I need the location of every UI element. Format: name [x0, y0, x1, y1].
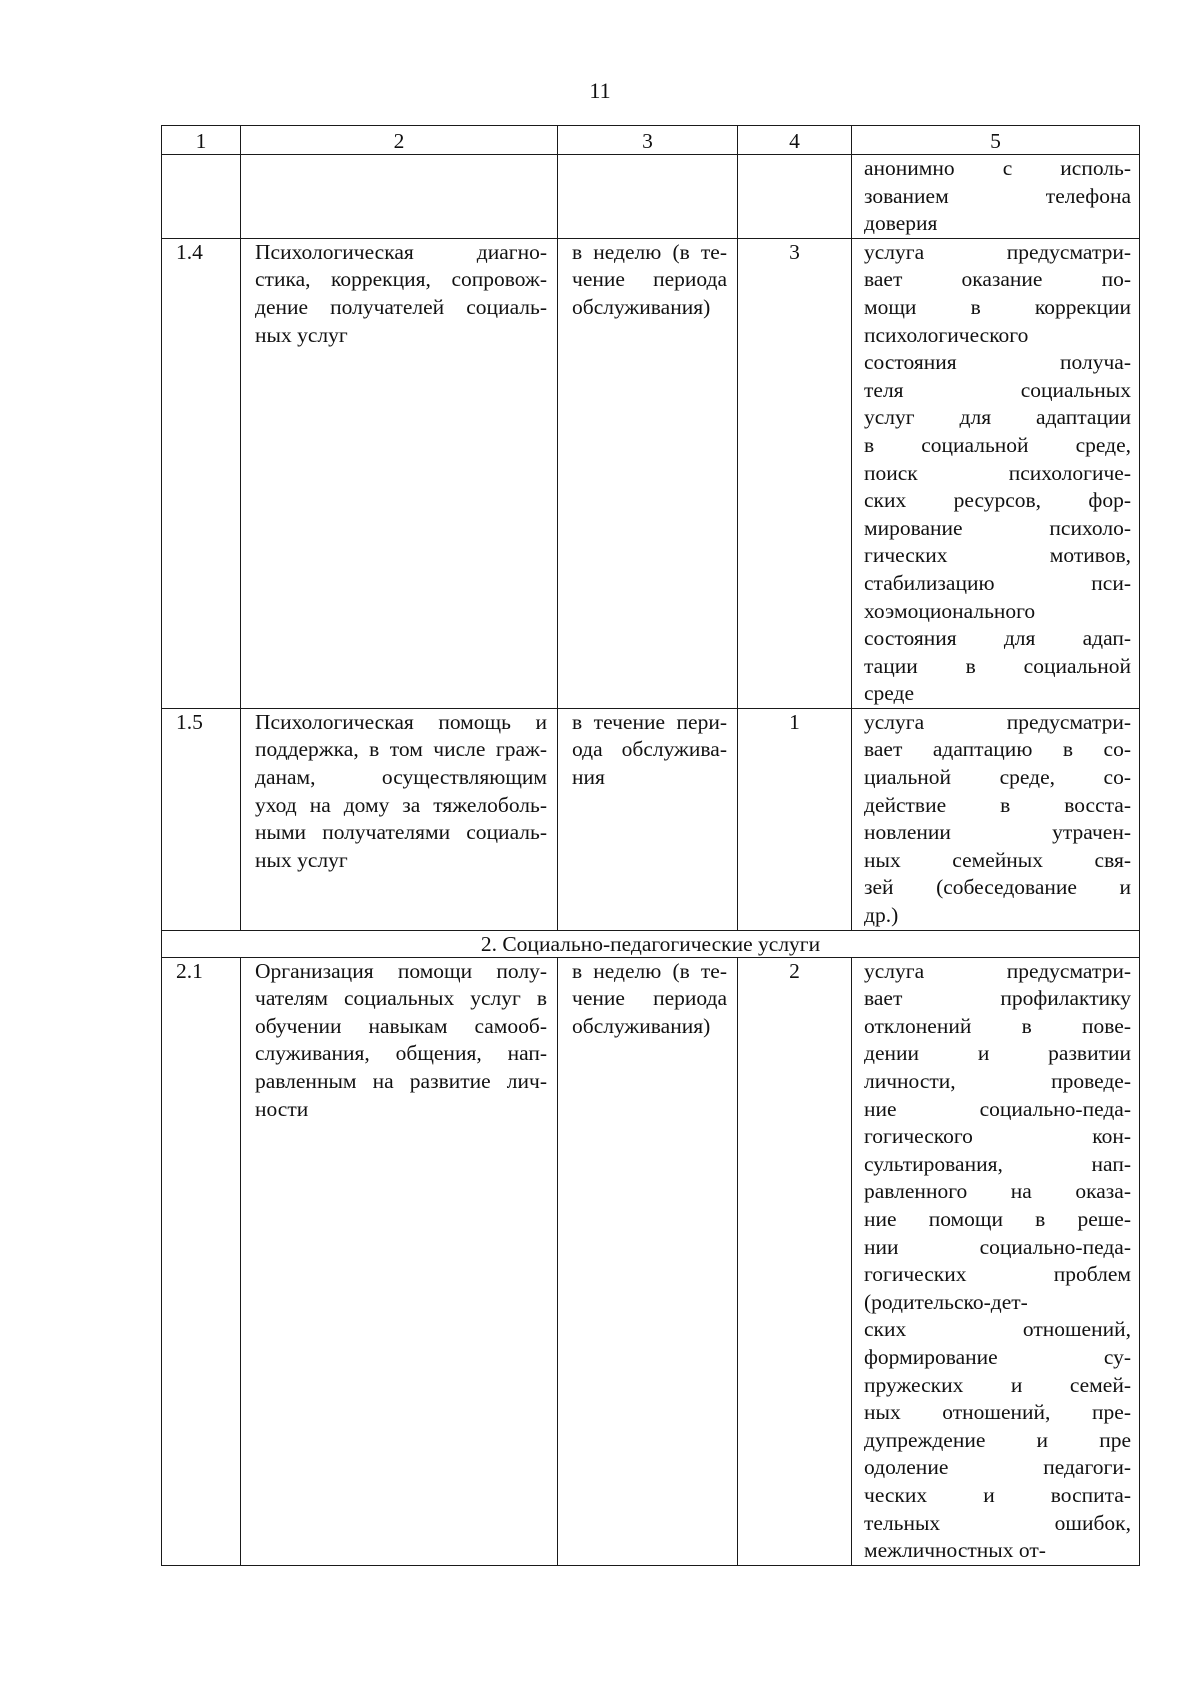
cell-text-line: теля социальных [864, 377, 1131, 402]
cell-text-line: ода обслужива- [572, 737, 727, 762]
cell-text-line: обучении навыкам самооб- [255, 1013, 547, 1038]
cell-text-line: чение периода [572, 267, 727, 292]
cell-text-line: дупреждение и пре [864, 1427, 1131, 1452]
cell-text-line: мирование психоло- [864, 515, 1131, 540]
page-number: 11 [589, 78, 611, 103]
cell-text-line: чение периода [572, 986, 727, 1011]
cell-text-line: вает оказание по- [864, 267, 1131, 292]
cell-text-line: психологического [864, 322, 1029, 347]
cell-text-line: равленного на оказа- [864, 1179, 1131, 1204]
cell-text-line: зованием телефона [864, 183, 1131, 208]
row-number: 2.1 [162, 957, 241, 1565]
service-name [241, 708, 558, 930]
cell-text-line: обслуживания) [572, 1013, 711, 1038]
service-description [852, 238, 1140, 708]
cell-text-line: обслуживания) [572, 294, 711, 319]
cell-text-line: тации в социальной [864, 653, 1131, 678]
cell-text-line: вает профилактику [864, 986, 1131, 1011]
cell-text-line: тельных ошибок, [864, 1510, 1131, 1535]
cell-text-line: поиск психологиче- [864, 460, 1131, 485]
cell-text-line: чателям социальных услуг в [255, 986, 547, 1011]
cell-text-line: в неделю (в те- [572, 958, 727, 983]
section-body [162, 930, 1140, 1565]
cell-text-line: поддержка, в том числе граж- [255, 737, 547, 762]
cell-text-line: стабилизацию пси- [864, 570, 1131, 595]
cell-text-line: уход на дому за тяжелоболь- [255, 792, 547, 817]
service-description [852, 957, 1140, 1565]
table-row [162, 238, 1140, 708]
cell-text-line: гогического кон- [864, 1124, 1131, 1149]
cell-text-line: действие в восста- [864, 792, 1131, 817]
column-header: 5 [852, 126, 1140, 155]
cell-text-line: Психологическая диагно- [255, 239, 547, 264]
cell-text-line: в течение пери- [572, 709, 727, 734]
service-name [241, 238, 558, 708]
cell-text-line: ских отношений, [864, 1317, 1131, 1342]
service-period [558, 155, 738, 239]
cell-text-line: в социальной среде, [864, 432, 1131, 457]
cell-text-line: услуг для адаптации [864, 405, 1131, 430]
cell-text-line: гических мотивов, [864, 543, 1131, 568]
cell-text-line: отклонений в пове- [864, 1013, 1131, 1038]
column-header: 3 [558, 126, 738, 155]
cell-text-line: Психологическая помощь и [255, 709, 547, 734]
cell-text-line: зей (собеседование и [864, 875, 1131, 900]
cell-text-line: циальной среде, со- [864, 765, 1131, 790]
service-name [241, 155, 558, 239]
service-period [558, 238, 738, 708]
service-quantity [738, 155, 852, 239]
service-description [852, 708, 1140, 930]
column-header: 2 [241, 126, 558, 155]
cell-text-line: доверия [864, 211, 938, 236]
cell-text-line: ние социально-педа- [864, 1096, 1131, 1121]
cell-text-line: дении и развитии [864, 1041, 1131, 1066]
service-description [852, 155, 1140, 239]
cell-text-line: ных семейных свя- [864, 847, 1131, 872]
cell-text-line: ности [255, 1096, 309, 1121]
cell-text-line: стика, коррекция, сопровож- [255, 267, 547, 292]
row-number [162, 155, 241, 239]
cell-text-line: нии социально-педа- [864, 1234, 1131, 1259]
cell-text-line: ние помощи в реше- [864, 1206, 1131, 1231]
cell-text-line: новлении утрачен- [864, 820, 1131, 845]
cell-text-line: услуга предусматри- [864, 239, 1131, 264]
service-name [241, 957, 558, 1565]
table-row [162, 957, 1140, 1565]
cell-text-line: Организация помощи полу- [255, 958, 547, 983]
cell-text-line: в неделю (в те- [572, 239, 727, 264]
cell-text-line: дение получателей социаль- [255, 294, 547, 319]
service-quantity: 3 [738, 238, 852, 708]
cell-text-line: состояния для адап- [864, 626, 1131, 651]
row-number: 1.4 [162, 238, 241, 708]
services-table [161, 125, 1140, 1566]
cell-text-line: услуга предусматри- [864, 709, 1131, 734]
cell-text-line: ских ресурсов, фор- [864, 488, 1131, 513]
cell-text-line: данам, осуществляющим [255, 765, 547, 790]
cell-text-line: служивания, общения, нап- [255, 1041, 547, 1066]
cell-text-line: ными получателями социаль- [255, 820, 547, 845]
cell-text-line: ных услуг [255, 322, 348, 347]
cell-text-line: ных отношений, пре- [864, 1400, 1131, 1425]
cell-text-line: формирование су- [864, 1344, 1131, 1369]
table-row [162, 708, 1140, 930]
cell-text-line: личности, проведе- [864, 1069, 1131, 1093]
cell-text-line: вает адаптацию в со- [864, 737, 1131, 762]
table-row [162, 155, 1140, 239]
cell-text-line: анонимно с исполь- [864, 156, 1131, 180]
cell-text-line: услуга предусматри- [864, 958, 1131, 983]
table-body [162, 155, 1140, 931]
service-period [558, 957, 738, 1565]
cell-text-line: одоление педагоги- [864, 1455, 1131, 1480]
cell-text-line: др.) [864, 903, 899, 928]
section-title: 2. Социально-педагогические услуги [162, 930, 1140, 957]
table-header-row [162, 126, 1140, 155]
cell-text-line: межличностных от- [864, 1538, 1046, 1563]
cell-text-line: хоэмоционального [864, 598, 1036, 623]
cell-text-line: пружеских и семей- [864, 1372, 1131, 1397]
cell-text-line: ных услуг [255, 847, 348, 872]
service-quantity: 1 [738, 708, 852, 930]
cell-text-line: (родительско-дет- [864, 1289, 1028, 1314]
service-quantity: 2 [738, 957, 852, 1565]
cell-text-line: мощи в коррекции [864, 294, 1131, 319]
column-header: 4 [738, 126, 852, 155]
cell-text-line: равленным на развитие лич- [255, 1069, 547, 1093]
cell-text-line: ния [572, 765, 605, 790]
cell-text-line: ческих и воспита- [864, 1482, 1131, 1507]
cell-text-line: среде [864, 681, 915, 706]
column-header: 1 [162, 126, 241, 155]
cell-text-line: состояния получа- [864, 350, 1131, 375]
row-number: 1.5 [162, 708, 241, 930]
cell-text-line: сультирования, нап- [864, 1151, 1131, 1176]
section-header-row [162, 930, 1140, 957]
cell-text-line: гогических проблем [864, 1262, 1131, 1287]
service-period [558, 708, 738, 930]
